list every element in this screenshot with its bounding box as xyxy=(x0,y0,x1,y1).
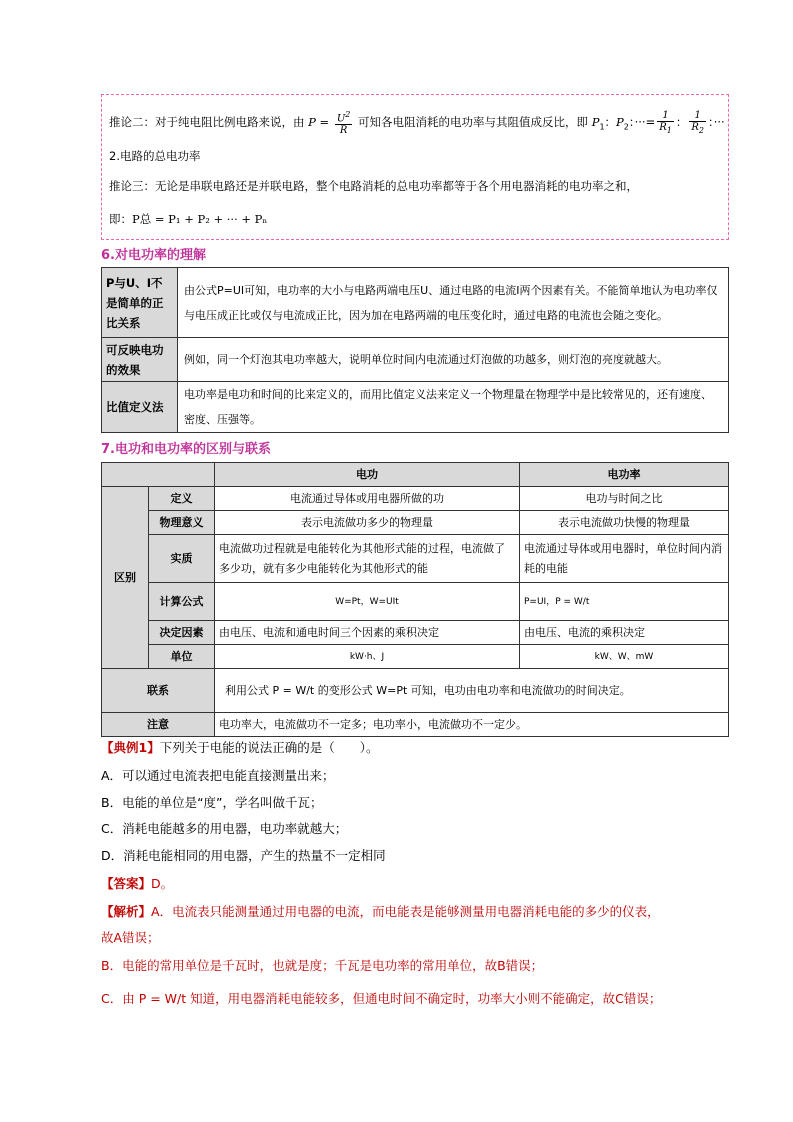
answer-text: D。 xyxy=(151,876,174,891)
formula-fraction: $\frac{U^2}{R}$ xyxy=(336,110,351,137)
row-label: 单位 xyxy=(149,645,215,669)
row-label: 定义 xyxy=(149,487,215,511)
cell-work: 表示电流做功多少的物理量 xyxy=(215,511,520,535)
r1-den: R xyxy=(659,121,667,133)
option-b: B．电能的单位是“度”，学名叫做千瓦； xyxy=(101,795,323,810)
row-head: P与U、I不是简单的正比关系 xyxy=(102,268,178,338)
section-6-title: 6.对电功率的理解 xyxy=(101,248,206,263)
header-blank xyxy=(102,463,215,487)
cell-work: 电流做功过程就是电能转化为其他形式能的过程，电流做了多少功，就有多少电能转化为其他形式的能 xyxy=(215,535,520,583)
r1-num: 1 xyxy=(657,110,674,122)
cell-power: P=UI，P = W/t xyxy=(520,583,729,621)
header-work: 电功 xyxy=(215,463,520,487)
table-row xyxy=(102,487,729,511)
row-content: 由公式P=UI可知，电功率的大小与电路两端电压U、通过电路的电流I两个因素有关。不能简单地认为电功率仅与电压成正比或仅与电流成正比，因为加在电路两端的电压变化时，通过电路的电流也会随之变化。 xyxy=(178,268,729,338)
formula-p: P = xyxy=(308,115,330,130)
table-row xyxy=(102,621,729,645)
cell-power: 电功与时间之比 xyxy=(520,487,729,511)
ratio-p2: P xyxy=(616,115,624,130)
header-power: 电功率 xyxy=(520,463,729,487)
r2-num: 1 xyxy=(689,110,706,122)
example-tag: 【典例1】 xyxy=(101,740,160,755)
subheading-total-power: 2.电路的总电功率 xyxy=(109,149,201,163)
fraction-numerator: U xyxy=(336,113,346,125)
cell-work: 电流通过导体或用电器所做的功 xyxy=(215,487,520,511)
table-row xyxy=(102,338,729,382)
corollary-two-post: 可知各电阻消耗的电功率与其阻值成反比，即 xyxy=(358,115,589,130)
row-label-link: 联系 xyxy=(102,669,215,713)
cell-work: W=Pt，W=UIt xyxy=(215,583,520,621)
table-row xyxy=(102,382,729,433)
ratio-p1: P xyxy=(591,115,600,130)
row-label: 物理意义 xyxy=(149,511,215,535)
row-head: 比值定义法 xyxy=(102,382,178,433)
cell-power: 由电压、电流的乘积决定 xyxy=(520,621,729,645)
analysis-tag: 【解析】 xyxy=(101,904,152,919)
ratio-tail: ：··· xyxy=(707,115,725,130)
table-row xyxy=(102,511,729,535)
section-7-title: 7.电功和电功率的区别与联系 xyxy=(101,442,271,457)
fraction-denominator: R xyxy=(339,125,348,137)
row-head: 可反映电功的效果 xyxy=(102,338,178,382)
corollary-three: 推论三：无论是串联电路还是并联电路，整个电路消耗的总电功率都等于各个用电器消耗的电功率之和， xyxy=(109,179,638,193)
option-d: D．消耗电能相同的用电器，产生的热量不一定相同 xyxy=(101,848,386,863)
cell-work: kW·h、J xyxy=(215,645,520,669)
answer-tag: 【答案】 xyxy=(101,876,152,891)
total-power-formula: 即：P总 = P₁ + P₂ + ··· + Pₙ xyxy=(109,212,268,226)
table-row xyxy=(102,645,729,669)
row-label: 计算公式 xyxy=(149,583,215,621)
question-text: 下列关于电能的说法正确的是（ ）。 xyxy=(159,740,379,755)
analysis-text: A．电流表只能测量通过用电器的电流，而电能表是能够测量用电器消耗电能的多少的仪表， xyxy=(151,904,660,919)
r2-den: R xyxy=(691,121,699,133)
power-understanding-table xyxy=(101,267,729,433)
row-content: 例如，同一个灯泡其电功率越大，说明单位时间内电流通过灯泡做的功越多，则灯泡的亮度就越大。 xyxy=(178,338,729,382)
cell-work: 由电压、电流和通电时间三个因素的乘积决定 xyxy=(215,621,520,645)
ratio-r1: $\frac{1}{R_1}$ xyxy=(659,109,672,135)
example-question xyxy=(101,740,378,756)
row-label: 实质 xyxy=(149,535,215,583)
cell-power: 电流通过导体或用电器时，单位时间内消耗的电能 xyxy=(520,535,729,583)
cell-power: kW、W、mW xyxy=(520,645,729,669)
row-label-note: 注意 xyxy=(102,713,215,737)
ratio-dots: ：···= xyxy=(628,115,656,130)
cell-note: 电功率大，电流做功不一定多；电功率小，电流做功不一定少。 xyxy=(215,713,729,737)
option-c: C．消耗电能越多的用电器，电功率就越大； xyxy=(101,821,348,836)
table-row xyxy=(102,669,729,713)
analysis-line-2: 故A错误； xyxy=(101,930,160,945)
analysis-line-1 xyxy=(101,904,660,920)
option-a: A．可以通过电流表把电能直接测量出来； xyxy=(101,768,335,783)
cell-power: 表示电流做功快慢的物理量 xyxy=(520,511,729,535)
table-row xyxy=(102,535,729,583)
table-row xyxy=(102,268,729,338)
corollary-two: 推论二：对于纯电阻比例电路来说，由 P = $\frac{U^2}{R}$ 可知各电阻消耗的电功率与其阻值成反比，即 $P_1$：$P_2$：···= $\frac{1}{R_1}$ ： $\frac{1}{R_2}$ ：··· xyxy=(109,109,725,137)
row-content: 电功率是电功和时间的比来定义的，而用比值定义法来定义一个物理量在物理学中是比较常见的，还有速度、密度、压强等。 xyxy=(178,382,729,433)
corollary-box xyxy=(101,94,729,240)
analysis-line-4: C．由 P = W/t 知道，用电器消耗电能较多，但通电时间不确定时，功率大小则不能确定，故C错误； xyxy=(101,991,662,1006)
answer xyxy=(101,876,173,892)
analysis-line-3: B．电能的常用单位是千瓦时，也就是度；千瓦是电功率的常用单位，故B错误； xyxy=(101,958,544,973)
work-power-table xyxy=(101,462,729,737)
ratio-r2: $\frac{1}{R_2}$ xyxy=(691,109,704,135)
table-row xyxy=(102,713,729,737)
corollary-two-text: 推论二：对于纯电阻比例电路来说，由 xyxy=(109,115,305,130)
group-label-difference: 区别 xyxy=(102,487,149,669)
cell-link: 利用公式 P = W/t 的变形公式 W=Pt 可知，电功由电功率和电流做功的时间决定。 xyxy=(215,669,729,713)
table-row xyxy=(102,583,729,621)
table-header-row xyxy=(102,463,729,487)
row-label: 决定因素 xyxy=(149,621,215,645)
